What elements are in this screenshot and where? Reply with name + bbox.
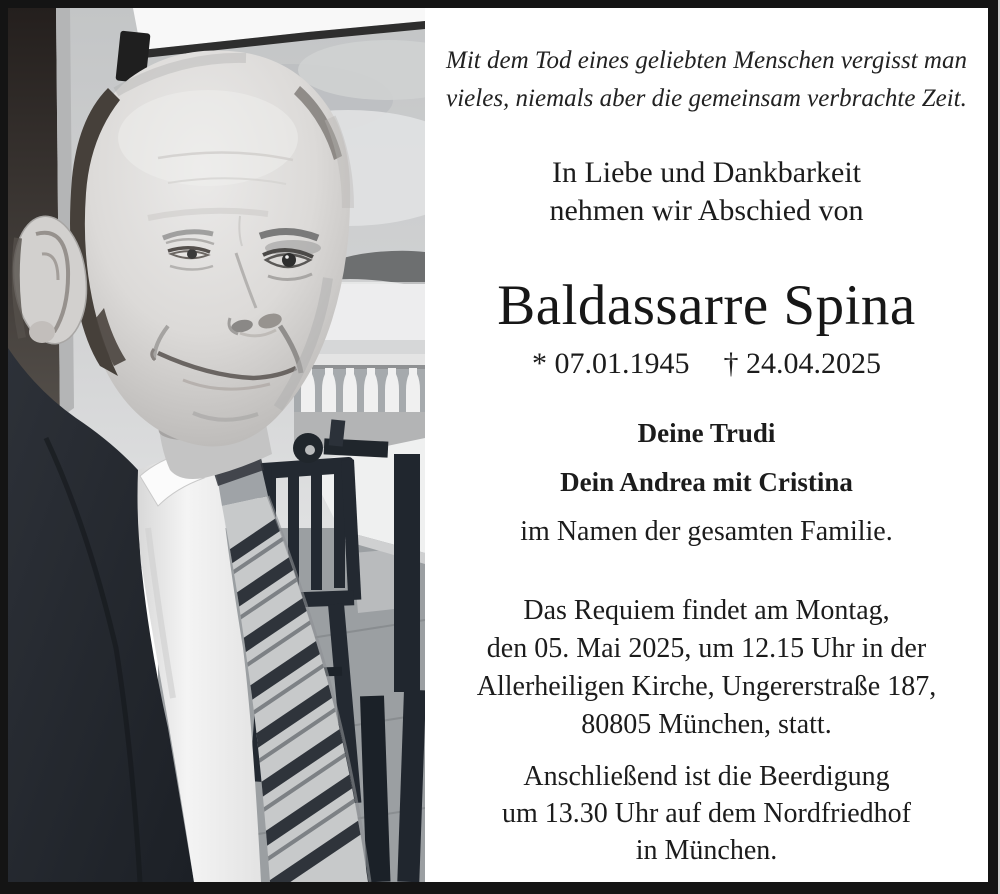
intro-line: In Liebe und Dankbarkeit bbox=[551, 156, 862, 189]
burial-line: um 13.30 Uhr auf dem Nordfriedhof bbox=[501, 798, 911, 829]
intro-text bbox=[431, 154, 982, 230]
notice-text-column bbox=[425, 8, 988, 882]
requiem-info bbox=[431, 592, 982, 744]
requiem-line: Allerheiligen Kirche, Ungererstraße 187, bbox=[476, 671, 937, 702]
deceased-name: Baldassarre Spina bbox=[497, 274, 916, 337]
epigraph-line: Mit dem Tod eines geliebten Menschen vergisst man bbox=[446, 47, 967, 74]
requiem-line: 80805 München, statt. bbox=[581, 709, 832, 740]
mourner-line: Deine Trudi bbox=[637, 418, 776, 448]
death-date: † 24.04.2025 bbox=[723, 347, 881, 380]
mourner-line: im Namen der gesamten Familie. bbox=[520, 516, 893, 547]
notice-paper bbox=[8, 8, 988, 882]
burial-info bbox=[431, 758, 982, 869]
epigraph bbox=[431, 42, 982, 118]
requiem-line: Das Requiem findet am Montag, bbox=[523, 595, 890, 626]
epigraph-line: vieles, niemals aber die gemeinsam verbrachte Zeit. bbox=[446, 85, 967, 112]
mourner-line: Dein Andrea mit Cristina bbox=[560, 467, 853, 497]
intro-line: nehmen wir Abschied von bbox=[549, 194, 864, 227]
portrait-photo-svg bbox=[8, 8, 425, 882]
requiem-line: den 05. Mai 2025, um 12.15 Uhr in der bbox=[486, 633, 927, 664]
burial-line: Anschließend ist die Beerdigung bbox=[523, 761, 890, 792]
burial-line: in München. bbox=[635, 835, 778, 866]
portrait-photo bbox=[8, 8, 425, 882]
life-dates bbox=[431, 345, 982, 383]
birth-date: * 07.01.1945 bbox=[532, 347, 690, 380]
